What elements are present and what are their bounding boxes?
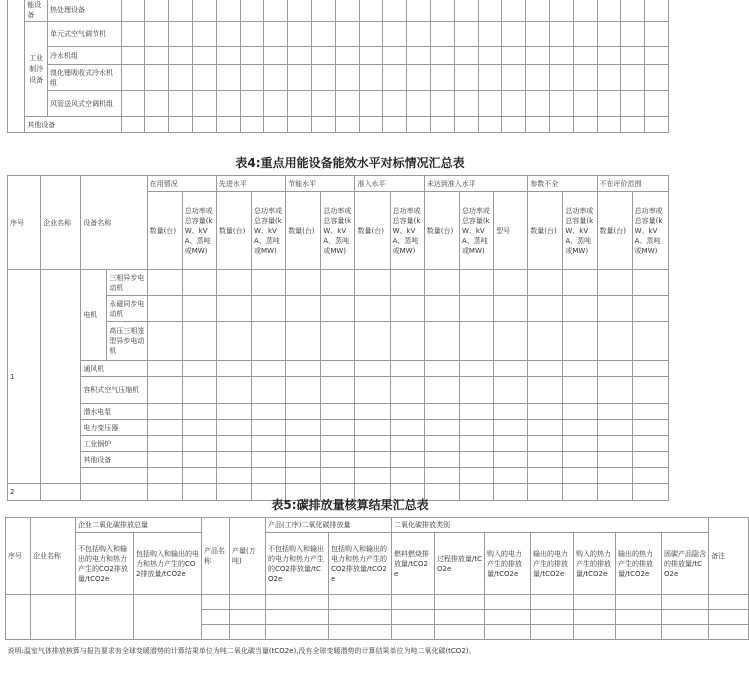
header-equipment: 设备名称 bbox=[81, 176, 147, 270]
table4-title: 表4:重点用能设备能效水平对标情况汇总表 bbox=[235, 156, 465, 170]
header-row bbox=[8, 176, 669, 192]
header-row bbox=[6, 533, 749, 595]
energy-efficiency-table bbox=[7, 175, 669, 501]
header-excl: 不包括购入和输出的电力和热力产生的CO2排放量/tCO2e bbox=[76, 533, 134, 595]
header-quantity: 数量(台) bbox=[528, 192, 563, 270]
table-row bbox=[8, 452, 669, 468]
header-power-in: 购入的电力产生的排放量/tCO2e bbox=[485, 533, 531, 595]
row-label: 单元式空气调节机 bbox=[48, 22, 122, 47]
header-corp-total: 企业二氧化碳排放总量 bbox=[76, 518, 202, 533]
table-row bbox=[8, 322, 669, 361]
header-output: 产量(万吨) bbox=[230, 518, 266, 595]
table-row bbox=[8, 47, 669, 65]
table-row bbox=[8, 404, 669, 420]
table-row bbox=[8, 436, 669, 452]
table-row bbox=[8, 420, 669, 436]
table-row bbox=[8, 22, 669, 47]
table-row bbox=[8, 270, 669, 296]
row-label: 潜水电泵 bbox=[81, 404, 147, 420]
row-label: 冷水机组 bbox=[48, 47, 122, 65]
row-label: 风管送风式空调机组 bbox=[48, 91, 122, 117]
row-label: 高压三相笼型异步电动机 bbox=[107, 322, 147, 361]
row-label: 其他设备 bbox=[81, 452, 147, 468]
table-row bbox=[8, 0, 669, 22]
header-quantity: 数量(台) bbox=[286, 192, 321, 270]
header-total-power: 总功率或总容量(kW、kVA、蒸吨或MW) bbox=[459, 192, 493, 270]
header-quantity: 数量(台) bbox=[424, 192, 459, 270]
header-company: 企业名称 bbox=[41, 176, 81, 270]
header-incl: 包括购入和输出的电力和热力产生的CO2排放量/tCO2e bbox=[134, 533, 202, 595]
row-label: 三相异步电动机 bbox=[107, 270, 147, 296]
row-seq: 1 bbox=[8, 270, 41, 484]
table5-title: 表5:碳排放量核算结果汇总表 bbox=[271, 498, 429, 512]
header-access: 准入水平 bbox=[355, 176, 424, 192]
header-quantity: 数量(台) bbox=[147, 192, 182, 270]
row-label: 永磁同步电动机 bbox=[107, 296, 147, 322]
header-total-power: 总功率或总容量(kW、kVA、蒸吨或MW) bbox=[182, 192, 216, 270]
table-row bbox=[8, 361, 669, 377]
table-row bbox=[8, 468, 669, 484]
header-row bbox=[6, 518, 749, 533]
table-row bbox=[8, 296, 669, 322]
header-total-power: 总功率或总容量(kW、kVA、蒸吨或MW) bbox=[321, 192, 355, 270]
table-row bbox=[6, 595, 749, 610]
header-capture: 固碳产品隐含的排放量/tCO2e bbox=[662, 533, 709, 595]
row-group: 电机 bbox=[81, 270, 107, 361]
header-below-access: 未达到准入水平 bbox=[424, 176, 527, 192]
table-row bbox=[8, 117, 669, 133]
carbon-emission-table bbox=[5, 517, 749, 660]
header-quantity: 数量(台) bbox=[597, 192, 632, 270]
table-row bbox=[8, 377, 669, 404]
header-energy-saving: 节能水平 bbox=[286, 176, 355, 192]
header-total-power: 总功率或总容量(kW、kVA、蒸吨或MW) bbox=[563, 192, 597, 270]
header-seq: 序号 bbox=[6, 518, 31, 595]
table-row bbox=[8, 91, 669, 117]
header-quantity: 数量(台) bbox=[216, 192, 251, 270]
header-total-power: 总功率或总容量(kW、kVA、蒸吨或MW) bbox=[252, 192, 286, 270]
header-total-power: 总功率或总容量(kW、kVA、蒸吨或MW) bbox=[632, 192, 668, 270]
header-company: 企业名称 bbox=[31, 518, 76, 595]
row-seq: 2 bbox=[8, 484, 41, 501]
header-in-use: 在用情况 bbox=[147, 176, 216, 192]
header-model: 型号 bbox=[494, 192, 528, 270]
header-p-incl: 包括购入和输出的电力和热力产生的 CO2排放量/tCO2e bbox=[329, 533, 392, 595]
header-remark: 备注 bbox=[709, 518, 749, 595]
row-label: 通风机 bbox=[81, 361, 147, 377]
group-label: 工业制冷设备 bbox=[25, 22, 48, 117]
equipment-table-continued bbox=[7, 0, 669, 133]
header-advanced: 先进水平 bbox=[216, 176, 285, 192]
header-seq: 序号 bbox=[8, 176, 41, 270]
row-label: 工业锅炉 bbox=[81, 436, 147, 452]
header-product-emission: 产品(工序)二氧化碳排放量 bbox=[266, 518, 392, 533]
header-fuel: 燃料燃烧排放量/tCO2e bbox=[392, 533, 435, 595]
row-label: 电力变压器 bbox=[81, 420, 147, 436]
header-heat-in: 购入的热力产生的排放量/tCO2e bbox=[574, 533, 616, 595]
header-heat-out: 输出的热力产生的排放量/tCO2e bbox=[616, 533, 662, 595]
table-row bbox=[8, 65, 669, 91]
header-not-in-scope: 不在评价范围 bbox=[597, 176, 668, 192]
header-power-out: 输出的电力产生的排放量/tCO2e bbox=[531, 533, 574, 595]
row-label: 溴化锂吸收式冷水机组 bbox=[48, 65, 122, 91]
table5-note: 说明:温室气体排放核算与报告要求有全球变暖潜势的计算结果单位为吨二氧化碳当量(tCO2e),没有全球变暖潜势的计算结果单位为吨二氧化碳(tCO2)。 bbox=[6, 640, 749, 660]
header-total-power: 总功率或总容量(kW、kVA、蒸吨或MW) bbox=[390, 192, 424, 270]
header-p-excl: 不包括购入和输出的电力和热力产生的CO2排放量/tCO2e bbox=[266, 533, 329, 595]
row-label: 其他设备 bbox=[25, 117, 121, 133]
header-process: 过程排放量/tCO2e bbox=[435, 533, 485, 595]
row-label: 能设备 bbox=[25, 0, 48, 22]
header-category: 二氧化碳排放类别 bbox=[392, 518, 709, 533]
header-quantity: 数量(台) bbox=[355, 192, 390, 270]
header-product-name: 产品名称 bbox=[202, 518, 230, 595]
header-params-incomplete: 参数不全 bbox=[528, 176, 597, 192]
row-label: 容积式空气压缩机 bbox=[81, 377, 147, 404]
row-label: 热处理设备 bbox=[48, 0, 122, 22]
